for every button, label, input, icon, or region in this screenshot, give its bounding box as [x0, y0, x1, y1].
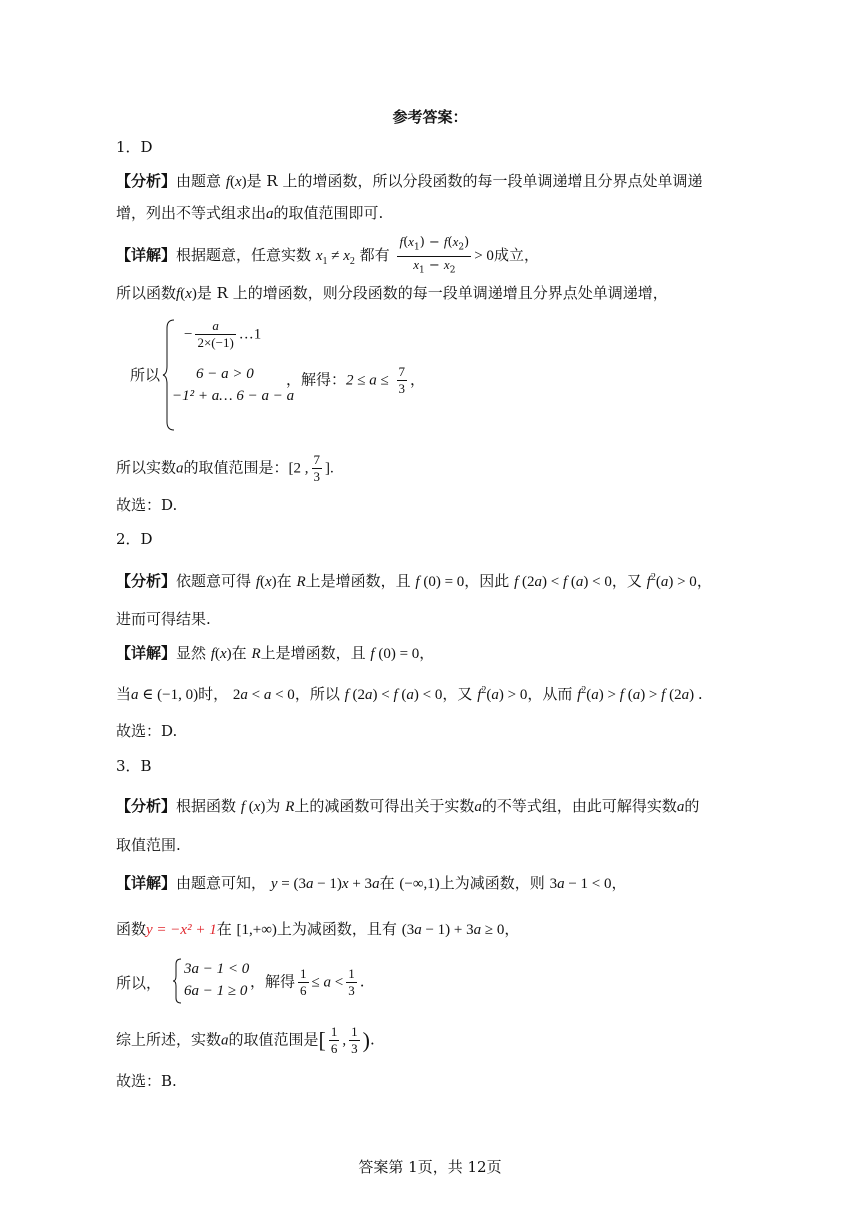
q1-suoyi: 所以 — [130, 366, 161, 384]
q3-brace — [172, 958, 182, 1004]
q3-line2: 函数y = −x² + 1在 [1,+∞)上为减函数，且有 (3a − 1) + 3a ≥ 0， — [116, 920, 520, 938]
q2-analysis-cont: 进而可得结果. — [116, 610, 211, 628]
q1-sys-row1: − $\frac{a}{2\times(-1)}$ …1 — [184, 318, 262, 350]
q2-number: 2．D — [116, 530, 153, 548]
q1-analysis-cont: 增，列出不等式组求出a的取值范围即可. — [116, 204, 384, 222]
q1-range: 所以实数a的取值范围是：[2 , $\frac{7}{3}$ ]. — [116, 452, 334, 484]
page-footer: 答案第 1页，共 12页 — [358, 1158, 502, 1176]
q2-choose: 故选：D. — [116, 722, 178, 740]
q1-solve: ，解得：2 ≤ a ≤ $\frac{7}{3}$ ， — [286, 364, 426, 396]
q1-brace — [162, 318, 176, 432]
q2-analysis: 【分析】依题意可得 f(x)在 R上是增函数，且 f (0) = 0，因此 f (2a) < f (a) < 0，又 $f^2(a) > 0$， — [116, 572, 712, 590]
q3-line4: 综上所述，实数a的取值范围是[ $\frac{1}{6}$ , $\frac{1}{3}$ ). — [116, 1024, 375, 1056]
q3-choose: 故选：B. — [116, 1072, 177, 1090]
page-title: 参考答案： — [392, 108, 468, 126]
q3-analysis: 【分析】根据函数 f (x)为 R上的减函数可得出关于实数a的不等式组，由此可解得实数a的 — [116, 797, 700, 815]
q3-number: 3．B — [116, 757, 152, 775]
q3-detail: 【详解】由题意可知， y = (3a − 1)x + 3a在 (−∞,1)上为减函数，则 3a − 1 < 0， — [116, 874, 627, 892]
q1-line3: 所以函数f(x)是 R 上的增函数，则分段函数的每一段单调递增且分界点处单调递增， — [116, 284, 668, 302]
q3-analysis-cont: 取值范围. — [116, 836, 181, 854]
q1-choose: 故选：D. — [116, 496, 178, 514]
q1-number: 1．D — [116, 138, 153, 156]
q3-sys: 3a − 1 < 0 6a − 1 ≥ 0 — [184, 961, 250, 999]
q2-detail: 【详解】显然 f(x)在 R上是增函数，且 f (0) = 0， — [116, 644, 435, 662]
q2-line3: 当a ∈ (−1, 0)时， 2a < a < 0，所以 f (2a) < f (a) < 0，又 $f^2(a) > 0$，从而 $f^2(a) > f$ (a) > f (2a) . — [116, 685, 703, 703]
q3-line3-label: 所以， — [116, 974, 162, 992]
q3-solve: ，解得 $\frac{1}{6}$ ≤ a < $\frac{1}{3}$ . — [250, 966, 365, 998]
q1-sys-row2: 6 − a > 0 — [196, 366, 254, 382]
q1-analysis: 【分析】由题意 f(x)是 R 上的增函数，所以分段函数的每一段单调递增且分界点处单调递 — [116, 172, 703, 190]
q1-sys-row3: −1² + a… 6 − a − a — [172, 388, 295, 404]
q1-detail: 【详解】根据题意，任意实数 $x_1 \ne x_2$ 都有 $\frac{f(x_1) - f(x_2)}{x_1 - x_2}$ > 0成立， — [116, 234, 539, 276]
